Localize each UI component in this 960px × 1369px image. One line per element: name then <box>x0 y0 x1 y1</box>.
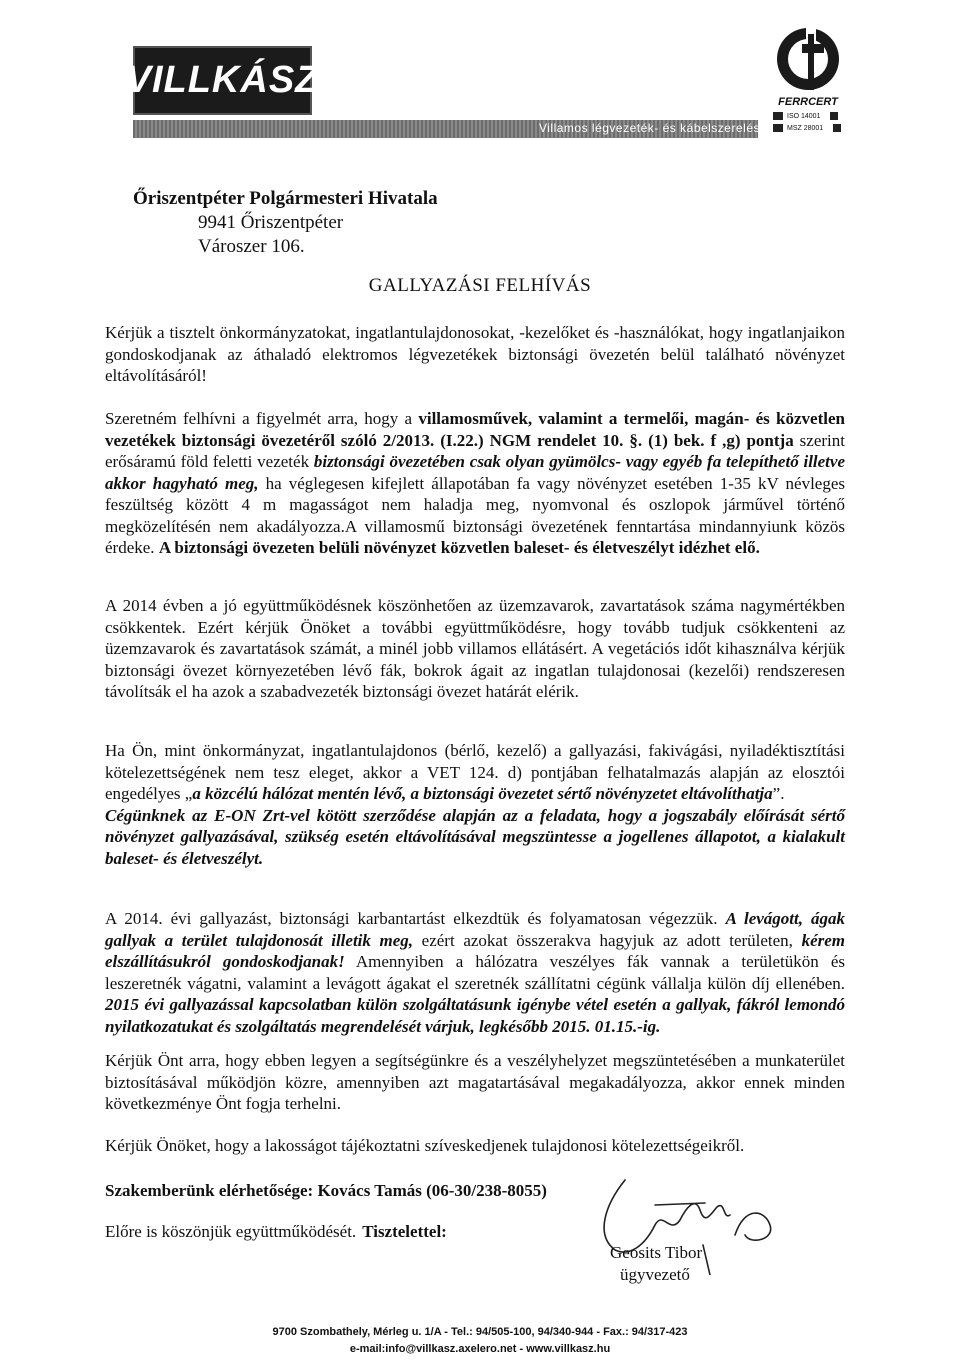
addressee-city: 9941 Őriszentpéter <box>198 212 344 233</box>
certification-logo-icon <box>768 24 848 94</box>
work-text-1: A 2014. évi gallyazást, biztonsági karbantartást elkezdtük és folyamatosan végezzük. <box>105 909 726 928</box>
paragraph-inform <box>105 1135 845 1157</box>
regulation-text-1: Szeretném felhívni a figyelmét arra, hogy a <box>105 409 419 428</box>
signer-role: ügyvezető <box>620 1265 690 1284</box>
obligation-text-1: Ha Ön, mint önkormányzat, ingatlantulajdonos (bérlő, kezelő) a gallyazási, fakivágási, nyiladéktisztítási kötelezettségének nem tesz eleget, akkor a VET 124. d) pontjában felhatalmazás alapján az elosztói engedélyes „ <box>105 741 845 803</box>
work-emphasis-3: 2015 évi gallyazással kapcsolatban külön szolgáltatásunk igénybe vétel esetén a gallyak, fákról lemondó nyilatkozatukat és szolgáltatás megrendelését várjuk, legkésőbb 2015. 01.15.-ig. <box>105 995 845 1036</box>
company-tagline: Villamos légvezeték- és kábelszerelés <box>538 121 760 135</box>
paragraph-cooperation <box>105 595 845 703</box>
paragraph-regulation <box>105 408 845 559</box>
addressee-street: Városzer 106. <box>198 236 305 257</box>
cert-msz-label: MSZ 28001 <box>787 124 824 132</box>
obligation-quote: a közcélú hálózat mentén lévő, a biztonsági övezetet sértő növényzetet eltávolíthatja <box>192 784 773 803</box>
addressee-name: Őriszentpéter Polgármesteri Hivatala <box>133 188 438 209</box>
paragraph-request <box>105 322 845 387</box>
footer-email-web: e-mail:info@villkasz.axelero.net - www.villkasz.hu <box>349 1343 611 1355</box>
document-title: GALLYAZÁSI FELHÍVÁS <box>368 275 592 296</box>
obligation-text-2: ”. <box>772 784 785 803</box>
regulation-text-3: ha véglegesen kifejlett állapotában fa vagy növényzet esetében 1-35 kV névleges feszültség között 4 m magasságot nem haladja meg, nyomvonal és oszlopok járművel történő megközelítésén nem akadályozza.A villamosmű biztonsági övezetének fenntartása mindannyiunk közös érdeke. <box>105 473 846 557</box>
closing-text: Tisztelettel: <box>362 1222 447 1241</box>
work-text-3: Amennyiben a hálózatra veszélyes fák vannak a területükön és leszeretnék vágatni, valamint a levágott ágakat el szeretnék szállítatni cégünk vállalja külön díj ellenében. <box>105 952 845 993</box>
thanks-text: Előre is köszönjük együttműködését. <box>105 1222 357 1241</box>
regulation-reference: villamosművek, valamint a termelői, magán- és közvetlen vezetékek biztonsági övezetéről szóló 2/2013. (I.22.) NGM rendelet 10. §. (1) bek. f ,g) pontja <box>105 409 845 450</box>
paragraph-obligation <box>105 740 845 869</box>
work-text-2: ezért azokat összerakva hagyjuk az adott területen, <box>413 930 802 950</box>
thanks-line <box>105 1222 447 1242</box>
company-logo <box>125 46 320 115</box>
paragraph-request-text: Kérjük a tisztelt önkormányzatokat, ingatlantulajdonosokat, -kezelőket és -használókat, hogy ingatlanjaikon gondoskodjanak az áthaladó elektromos légvezetékek biztonsági övezetén belül található növényzet eltávolításáról! <box>105 323 845 385</box>
paragraph-assistance <box>105 1050 845 1115</box>
paragraph-cooperation-text: A 2014 évben a jó együttműködésnek köszönhetően az üzemzavarok, zavartatások száma nagymértékben csökkentek. Ezért kérjük Önöket a további együttműködésre, hogy tovább tudjuk csökkenteni az üzemzavarok és zavartatások számát, a minél jobb villamos ellátásért. A vegetációs időt kihasználva kérjük biztonsági övezet környezetében lévő fák, bokrok ágait az ingatlan tulajdonosai (kezelői) rendszeresen távolítsák el ha azok a szabadvezeték biztonsági övezet határát elérik. <box>105 596 845 701</box>
work-emphasis-2: kérem elszállításukról gondoskodjanak! <box>105 930 845 971</box>
footer-address: 9700 Szombathely, Mérleg u. 1/A - Tel.: 94/505-100, 94/340-944 - Fax.: 94/317-423 <box>272 1326 688 1338</box>
regulation-emphasis: biztonsági övezetében csak olyan gyümölcs- vagy egyéb fa telepíthető illetve akkor hagyható meg, <box>105 452 845 493</box>
signer-name: Geosits Tibor <box>610 1243 703 1262</box>
contact-line: Szakemberünk elérhetősége: Kovács Tamás (06-30/238-8055) <box>105 1181 547 1200</box>
cert-msz-row <box>773 124 841 132</box>
work-emphasis-1: A levágott, ágak gallyak a terület tulajdonosát illetik meg, <box>105 909 845 950</box>
cert-iso-row <box>773 112 838 120</box>
regulation-warning: A biztonsági övezeten belüli növényzet közvetlen baleset- és életveszélyt idézhet elő. <box>158 538 760 557</box>
paragraph-assistance-text: Kérjük Önt arra, hogy ebben legyen a segítségünkre és a veszélyhelyzet megszüntetésében a munkaterület biztosításával működjön közre, amennyiben azt magatartásával megakadályozza, akkor ennek minden következménye Önt fogja terhelni. <box>105 1051 845 1113</box>
paragraph-inform-text: Kérjük Önöket, hogy a lakosságot tájékoztatni szíveskedjenek tulajdonosi kötelezettségeikről. <box>105 1136 745 1155</box>
company-logo-text: VILLKÁSZ <box>125 59 320 101</box>
regulation-text-2: szerint erősáramú föld feletti vezeték <box>105 430 845 471</box>
addressee-block <box>133 187 438 259</box>
obligation-company-statement: Cégünknek az E-ON Zrt-vel kötött szerződése alapján az a feladata, hogy a jogszabály előírását sértő növényzet gallyazásával, szükség esetén eltávolításával megszüntesse a jogellenes állapotot, a kialakult baleset- és életveszélyt. <box>105 805 845 868</box>
certification-name: FERRCERT <box>778 96 838 108</box>
paragraph-2014-work <box>105 908 845 1037</box>
cert-iso-label: ISO 14001 <box>787 112 821 120</box>
